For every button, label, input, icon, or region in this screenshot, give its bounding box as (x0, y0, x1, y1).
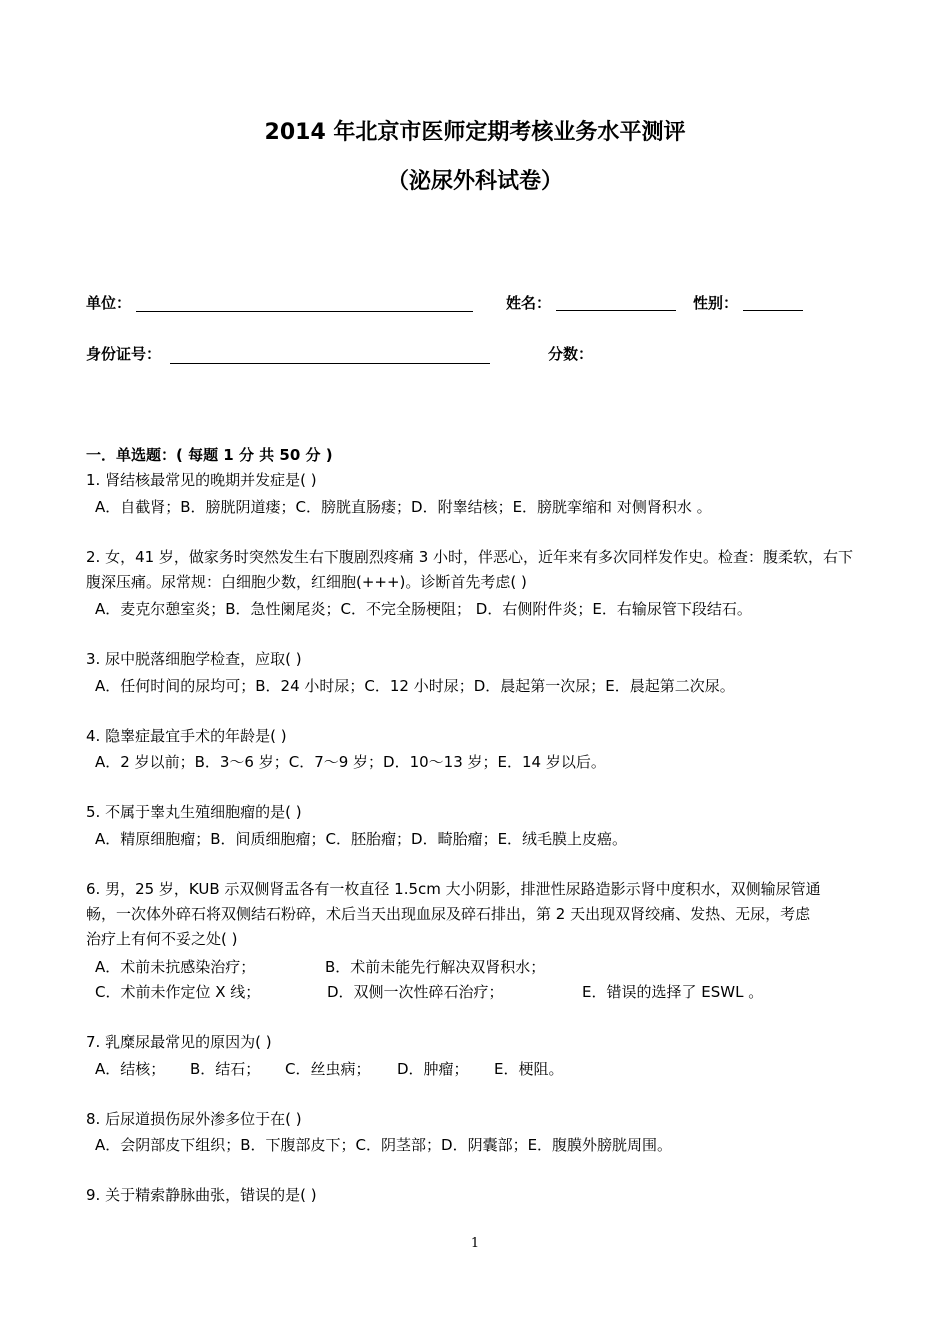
question-4-stem: 4. 隐睾症最宜手术的年龄是( ) (86, 727, 287, 745)
question-7-option-e: E．梗阻。 (494, 1060, 564, 1078)
question-7-option-b: B．结石； (190, 1060, 261, 1078)
question-6-option-e: E．错误的选择了 ESWL 。 (582, 983, 764, 1001)
question-2-stem-line-2: 腹深压痛。尿常规：白细胞少数，红细胞(+++)。诊断首先考虑( ) (86, 573, 527, 591)
id-label: 身份证号： (86, 345, 162, 363)
score-label: 分数： (548, 345, 594, 363)
question-9-stem: 9. 关于精索静脉曲张，错误的是( ) (86, 1186, 317, 1204)
question-7-option-c: C．丝虫病； (285, 1060, 371, 1078)
name-label: 姓名： (506, 294, 552, 312)
question-6-option-b: B．术前未能先行解决双肾积水； (325, 958, 546, 976)
question-6-option-d: D．双侧一次性碎石治疗； (327, 983, 504, 1001)
page-title: 2014 年北京市医师定期考核业务水平测评 (264, 120, 686, 145)
question-7-option-a: A．结核； (95, 1060, 166, 1078)
unit-field[interactable] (136, 311, 473, 312)
question-8-stem: 8. 后尿道损伤尿外渗多位于在( ) (86, 1110, 302, 1128)
question-2-stem-line-1: 2. 女，41 岁，做家务时突然发生右下腹剧烈疼痛 3 小时，伴恶心，近年来有多次同样发作史。检查：腹柔软，右下 (86, 548, 854, 566)
gender-field[interactable] (743, 310, 803, 311)
question-8-options: A．会阴部皮下组织；B．下腹部皮下；C．阴茎部；D．阴囊部；E．腹膜外膀胱周围。 (95, 1136, 673, 1154)
name-field[interactable] (556, 310, 676, 311)
question-5-stem: 5. 不属于睾丸生殖细胞瘤的是( ) (86, 803, 302, 821)
unit-label: 单位： (86, 294, 132, 312)
page-subtitle: （泌尿外科试卷） (386, 169, 563, 194)
question-6-stem-line-1: 6. 男，25 岁，KUB 示双侧肾盂各有一枚直径 1.5cm 大小阴影，排泄性尿路造影示肾中度积水，双侧输尿管通 (86, 880, 821, 898)
section-heading: 一．单选题：( 每题 1 分 共 50 分 ) (86, 446, 333, 464)
question-5-options: A．精原细胞瘤；B．间质细胞瘤；C．胚胎瘤；D．畸胎瘤；E．绒毛膜上皮癌。 (95, 830, 628, 848)
question-7-option-d: D．肿瘤； (397, 1060, 469, 1078)
question-2-options: A．麦克尔憩室炎；B．急性阑尾炎；C．不完全肠梗阻； D．右侧附件炎；E．右输尿管下段结石。 (95, 600, 752, 618)
question-6-stem-line-3: 治疗上有何不妥之处( ) (86, 930, 238, 948)
id-field[interactable] (170, 363, 490, 364)
question-6-option-c: C．术前未作定位 X 线； (95, 983, 261, 1001)
page-number: 1 (470, 1236, 480, 1251)
question-3-stem: 3. 尿中脱落细胞学检查，应取( ) (86, 650, 302, 668)
gender-label: 性别： (693, 294, 739, 312)
question-6-option-a: A．术前未抗感染治疗； (95, 958, 256, 976)
question-7-stem: 7. 乳糜尿最常见的原因为( ) (86, 1033, 272, 1051)
question-4-options: A．2 岁以前；B．3～6 岁；C．7～9 岁；D．10～13 岁；E．14 岁以后。 (95, 753, 606, 771)
question-6-stem-line-2: 畅，一次体外碎石将双侧结石粉碎，术后当天出现血尿及碎石排出，第 2 天出现双肾绞痛、发热、无尿，考虑 (86, 905, 811, 923)
question-3-options: A．任何时间的尿均可；B．24 小时尿；C．12 小时尿；D．晨起第一次尿；E．晨起第二次尿。 (95, 677, 735, 695)
question-1-stem: 1. 肾结核最常见的晚期并发症是( ) (86, 471, 317, 489)
question-1-options: A．自截肾；B．膀胱阴道瘘；C．膀胱直肠瘘；D．附睾结核；E．膀胱挛缩和 对侧肾积水 。 (95, 498, 712, 516)
